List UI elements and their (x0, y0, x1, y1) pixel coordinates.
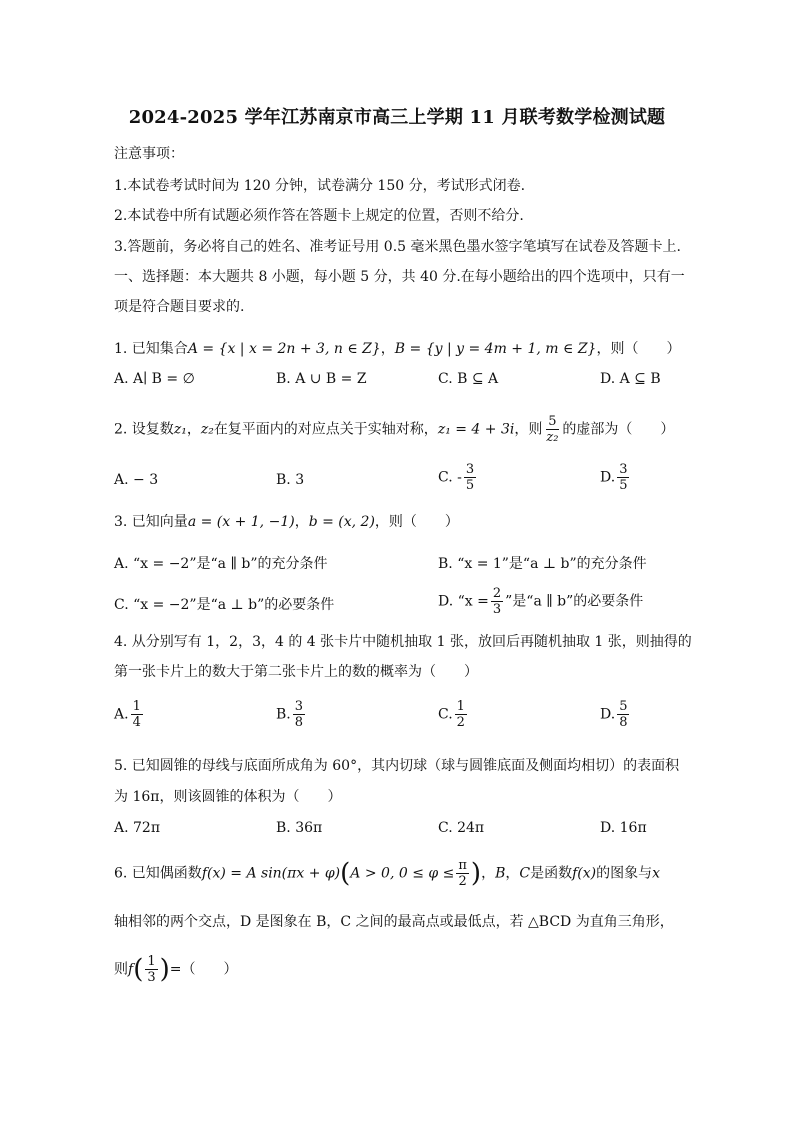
option-label: D. (600, 469, 616, 486)
q3-option-d-fraction (491, 586, 503, 617)
q6-text: 6. 已知偶函数 (114, 865, 202, 882)
q2-option-b: B. 3 (276, 472, 305, 488)
q6-text: =（ ） (169, 961, 238, 978)
q2-option-c-fraction (464, 462, 476, 493)
frac-denominator: 2 (458, 874, 467, 889)
q6-text: 则 (114, 961, 128, 978)
q4-option-c (438, 699, 469, 730)
q2-z1: z₁ (173, 421, 187, 438)
frac-denominator: 5 (465, 478, 475, 493)
question-6-stem-cont: 轴相邻的两个交点，D 是图象在 B，C 之间的最高点或最低点，若 △BCD 为直角三角形， (114, 914, 674, 930)
q2-option-d-fraction (617, 462, 629, 493)
question-2-stem (114, 414, 674, 445)
q5-option-c: C. 24π (438, 820, 485, 836)
option-label: D. (600, 706, 616, 723)
q3-option-a: A. “x = −2”是“a ∥ b”的充分条件 (114, 556, 328, 572)
q3-option-b: B. “x = 1”是“a ⊥ b”的充分条件 (438, 556, 647, 572)
frac-numerator: 3 (619, 462, 628, 477)
q6-argument-fraction (145, 954, 157, 985)
q3-vector-a: a = (x + 1, −1) (187, 514, 295, 530)
q6-condition: A > 0, 0 ≤ φ ≤ (350, 865, 455, 882)
frac-numerator: 1 (456, 699, 465, 714)
q6-paren-right: ) (470, 858, 482, 889)
frac-denominator: 5 (619, 478, 628, 493)
q1-set-a: A = {x | x = 2n + 3, n ∈ Z} (187, 341, 381, 357)
q1-option-d: D. A ⊆ B (600, 371, 661, 387)
question-6-stem (114, 858, 660, 889)
q6-f-label: f (128, 961, 134, 978)
q4-option-b (276, 699, 307, 730)
frac-numerator: 3 (294, 699, 304, 714)
frac-numerator: 5 (548, 414, 557, 429)
question-4-stem-cont: 第一张卡片上的数大于第二张卡片上的数的概率为（ ） (114, 664, 478, 680)
q6-text: ， (481, 865, 496, 882)
q1-sep: ， (380, 341, 395, 357)
notes-heading: 注意事项： (114, 146, 184, 162)
q1-option-c: C. B ⊆ A (438, 371, 499, 387)
frac-numerator: 2 (492, 586, 502, 601)
q2-text: 的虚部为（ ） (562, 421, 675, 438)
q3-text: 3. 已知向量 (114, 514, 188, 530)
option-text: D. “x = (438, 593, 489, 610)
note-item: 3.答题前，务必将自己的姓名、准考证号用 0.5 毫米黑色墨水签字笔填写在试卷及答题卡上. (114, 239, 681, 255)
frac-numerator: 1 (132, 699, 141, 714)
q6-paren-left: ( (133, 954, 144, 985)
option-label: B. (276, 706, 291, 723)
q6-fx: f(x) (572, 865, 597, 882)
frac-denominator: 4 (132, 715, 141, 730)
option-text: ”是“a ∥ b”的必要条件 (505, 593, 644, 610)
q2-equation: z₁ = 4 + 3i (437, 421, 515, 438)
frac-denominator: z₂ (546, 430, 559, 445)
q6-text: 的图象与 (596, 865, 653, 882)
question-3-stem (114, 513, 459, 531)
q6-paren-right: ) (159, 954, 170, 985)
q3-vector-b: b = (x, 2) (308, 514, 375, 530)
frac-denominator: 3 (147, 970, 156, 985)
q5-option-b: B. 36π (276, 820, 323, 836)
page-title: 2024-2025 学年江苏南京市高三上学期 11 月联考数学检测试题 (128, 107, 666, 128)
q2-text: ， (186, 421, 201, 438)
q6-text: ， (505, 865, 520, 882)
frac-denominator: 2 (456, 715, 465, 730)
note-item: 2.本试卷中所有试题必须作答在答题卡上规定的位置，否则不给分. (114, 208, 524, 224)
q6-function: f(x) = A sin(πx + φ) (201, 865, 341, 882)
q5-option-a: A. 72π (114, 820, 161, 836)
q2-option-d (600, 462, 631, 493)
option-label: A. (114, 706, 129, 723)
q2-fraction (544, 414, 560, 445)
q1-prefix: 1. 已知集合 (114, 341, 188, 357)
frac-denominator: 8 (294, 715, 304, 730)
question-4-stem: 4. 从分别写有 1，2，3，4 的 4 张卡片中随机抽取 1 张，放回后再随机抽取 1 张，则抽得的 (114, 634, 692, 650)
question-1-stem (114, 340, 680, 358)
question-6-stem-end (114, 954, 238, 985)
q2-text: ，则 (514, 421, 543, 438)
q3-option-d (438, 586, 643, 617)
frac-numerator: 1 (147, 954, 156, 969)
option-label: C. - (438, 469, 462, 486)
q6-paren-left: ( (340, 858, 351, 889)
note-item: 1.本试卷考试时间为 120 分钟，试卷满分 150 分，考试形式闭卷. (114, 178, 526, 194)
frac-numerator: 3 (465, 462, 475, 477)
q2-text: 2. 设复数 (114, 421, 174, 438)
frac-numerator: π (458, 858, 467, 873)
q1-option-b: B. A ∪ B = Z (276, 371, 367, 387)
frac-numerator: 5 (619, 699, 628, 714)
q2-text: 在复平面内的对应点关于实轴对称， (213, 421, 438, 438)
section-heading: 一、选择题：本大题共 8 小题，每小题 5 分，共 40 分.在每小题给出的四个选项中，只有一 (114, 269, 685, 285)
frac-denominator: 8 (619, 715, 628, 730)
option-label: C. (438, 706, 453, 723)
q6-point-b: B (495, 865, 506, 882)
q4-option-d (600, 699, 631, 730)
q5-option-d: D. 16π (600, 820, 647, 836)
q1-suffix: ，则（ ） (596, 341, 681, 357)
frac-denominator: 3 (492, 602, 502, 617)
q2-option-a: A. − 3 (114, 472, 159, 488)
q6-x: x (652, 865, 661, 882)
q6-condition-fraction (456, 858, 469, 889)
question-5-stem-cont: 为 16π，则该圆锥的体积为（ ） (114, 789, 342, 805)
q2-option-c (438, 462, 478, 493)
q2-z2: z₂ (200, 421, 214, 438)
q1-option-a: A. A∣ B = ∅ (114, 371, 195, 387)
q3-option-c: C. “x = −2”是“a ⊥ b”的必要条件 (114, 597, 335, 613)
section-heading-cont: 项是符合题目要求的. (114, 299, 245, 315)
q3-text: ， (294, 514, 309, 530)
q6-text: 是函数 (530, 865, 573, 882)
question-5-stem: 5. 已知圆锥的母线与底面所成角为 60°，其内切球（球与圆锥底面及侧面均相切）的表面积 (114, 758, 680, 774)
q3-text: ，则（ ） (374, 514, 459, 530)
q6-point-c: C (519, 865, 531, 882)
q4-option-a (114, 699, 145, 730)
q1-set-b: B = {y | y = 4m + 1, m ∈ Z} (394, 341, 597, 357)
